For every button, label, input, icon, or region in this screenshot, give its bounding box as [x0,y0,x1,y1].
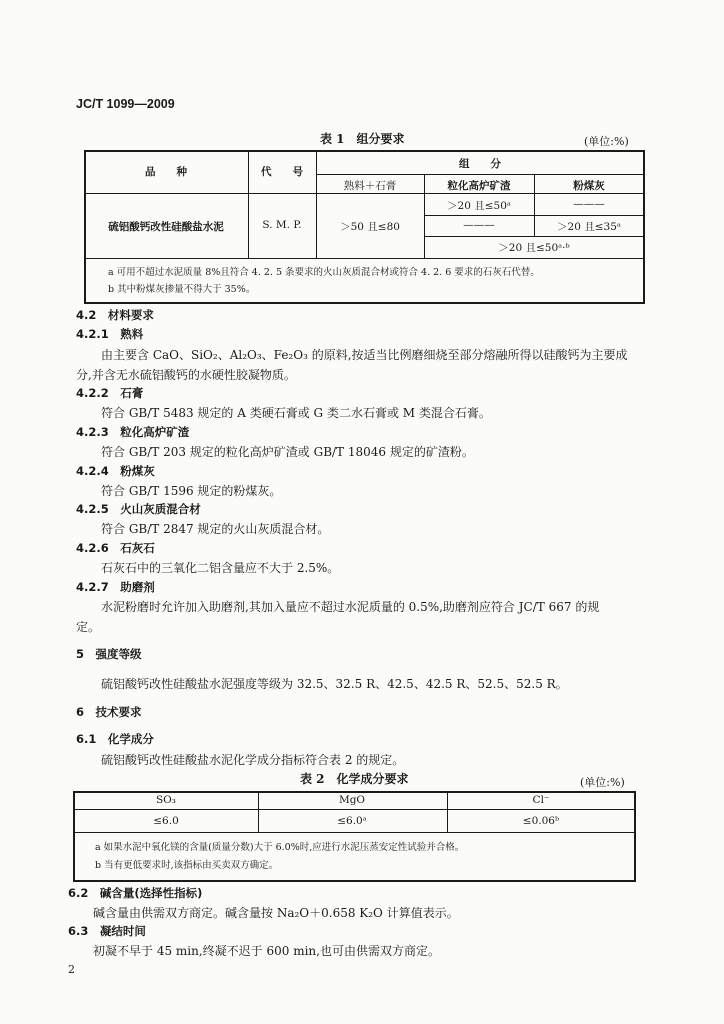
section-4-2-7-text1: 水泥粉磨时允许加入助磨剂,其加入量应不超过水泥质量的 0.5%,助磨剂应符合 JC/T 667 的规 [101,600,600,614]
table1-r2-slag: ——— [463,219,495,231]
section-4-2-6-text: 石灰石中的三氧化二铝含量应不大于 2.5%。 [101,561,340,575]
section-4-2-7-text2: 定。 [76,620,101,634]
section-4-2-1-heading: 4.2.1 熟料 [76,327,144,341]
table1-note-b: b 其中粉煤灰掺量不得大于 35%。 [108,284,256,295]
section-4-2-4-text: 符合 GB/T 1596 规定的粉煤灰。 [101,484,282,498]
table2-header-so3: SO₃ [155,794,177,806]
table1-sub-clinker: 熟料＋石膏 [343,180,397,192]
section-4-2-1-text1: 由主要含 CaO、SiO₂、Al₂O₃、Fe₂O₃ 的原料,按适当比例磨细烧至部分熔融所得以硅酸钙为主要成 [101,348,628,362]
section-6-heading: 6 技术要求 [76,705,142,719]
section-6-2-text: 碱含量由供需双方商定。碱含量按 Na₂O＋0.658 K₂O 计算值表示。 [93,906,459,920]
table1-row-code: S. M. P. [262,219,302,231]
section-4-2-heading: 4.2 材料要求 [76,308,154,322]
table1-row-name: 硫铝酸钙改性硅酸盐水泥 [108,221,224,233]
table1-r1-slag: ＞20 且≤50ᵃ [447,200,511,212]
table1-sub-slag: 粒化高炉矿渣 [447,180,511,192]
table1-note-a: a 可用不超过水泥质量 8%且符合 4. 2. 5 条要求的火山灰质混合材或符合 4. 2. 6 要求的石灰石代替。 [108,267,540,278]
section-4-2-2-text: 符合 GB/T 5483 规定的 A 类硬石膏或 G 类二水石膏或 M 类混合石膏。 [101,406,491,420]
section-6-1-heading: 6.1 化学成分 [76,732,154,746]
table1-r2-flyash: ＞20 且≤35ᵃ [557,221,621,233]
table1-caption: 表 1 组分要求 [320,132,405,146]
table2-caption: 表 2 化学成分要求 [300,772,409,786]
section-4-2-5-heading: 4.2.5 火山灰质混合材 [76,502,201,516]
section-4-2-5-text: 符合 GB/T 2847 规定的火山灰质混合材。 [101,522,330,536]
table2-value-so3: ≤6.0 [153,815,179,827]
table2-unit: (单位:%) [580,776,625,789]
table1-header-code: 代 号 [261,166,303,178]
section-6-1-text: 硫铝酸钙改性硅酸盐水泥化学成分指标符合表 2 的规定。 [101,753,405,767]
section-4-2-2-heading: 4.2.2 石膏 [76,386,144,400]
table1-unit: (单位:%) [584,135,629,148]
section-6-3-heading: 6.3 凝结时间 [68,924,146,938]
section-4-2-6-heading: 4.2.6 石灰石 [76,541,155,555]
table2-note-b: b 当有更低要求时,该指标由买卖双方确定。 [95,860,279,871]
section-4-2-3-heading: 4.2.3 粒化高炉矿渣 [76,425,190,439]
table2-note-a: a 如果水泥中氧化镁的含量(质量分数)大于 6.0%时,应进行水泥压蒸安定性试验并合格。 [95,842,465,853]
section-4-2-3-text: 符合 GB/T 203 规定的粒化高炉矿渣或 GB/T 18046 规定的矿渣粉。 [101,445,474,459]
table2-header-cl: Cl⁻ [532,794,550,806]
table1-sub-flyash: 粉煤灰 [573,180,605,192]
section-4-2-4-heading: 4.2.4 粉煤灰 [76,464,155,478]
section-4-2-7-heading: 4.2.7 助磨剂 [76,580,155,594]
table2-value-mgo: ≤6.0ᵃ [337,815,367,827]
table1-r1-flyash: ——— [573,198,605,210]
section-4-2-1-text2: 分,并含无水硫铝酸钙的水硬性胶凝物质。 [76,368,296,382]
table1-header-variety: 品 种 [145,166,187,178]
standard-code: JC/T 1099—2009 [76,97,175,111]
section-6-3-text: 初凝不早于 45 min,终凝不迟于 600 min,也可由供需双方商定。 [93,944,440,958]
table1-r3-merged: ＞20 且≤50ᵃ·ᵇ [498,242,570,254]
section-5-heading: 5 强度等级 [76,647,142,661]
table1-row-clinker: ＞50 且≤80 [340,221,400,233]
table1-header-group: 组 分 [459,158,501,170]
table2-header-mgo: MgO [338,794,366,806]
table2-value-cl: ≤0.06ᵇ [522,815,560,827]
section-6-2-heading: 6.2 碱含量(选择性指标) [68,886,203,900]
page-number: 2 [68,963,75,976]
section-5-text: 硫铝酸钙改性硅酸盐水泥强度等级为 32.5、32.5 R、42.5、42.5 R、52.5、52.5 R。 [101,677,568,691]
